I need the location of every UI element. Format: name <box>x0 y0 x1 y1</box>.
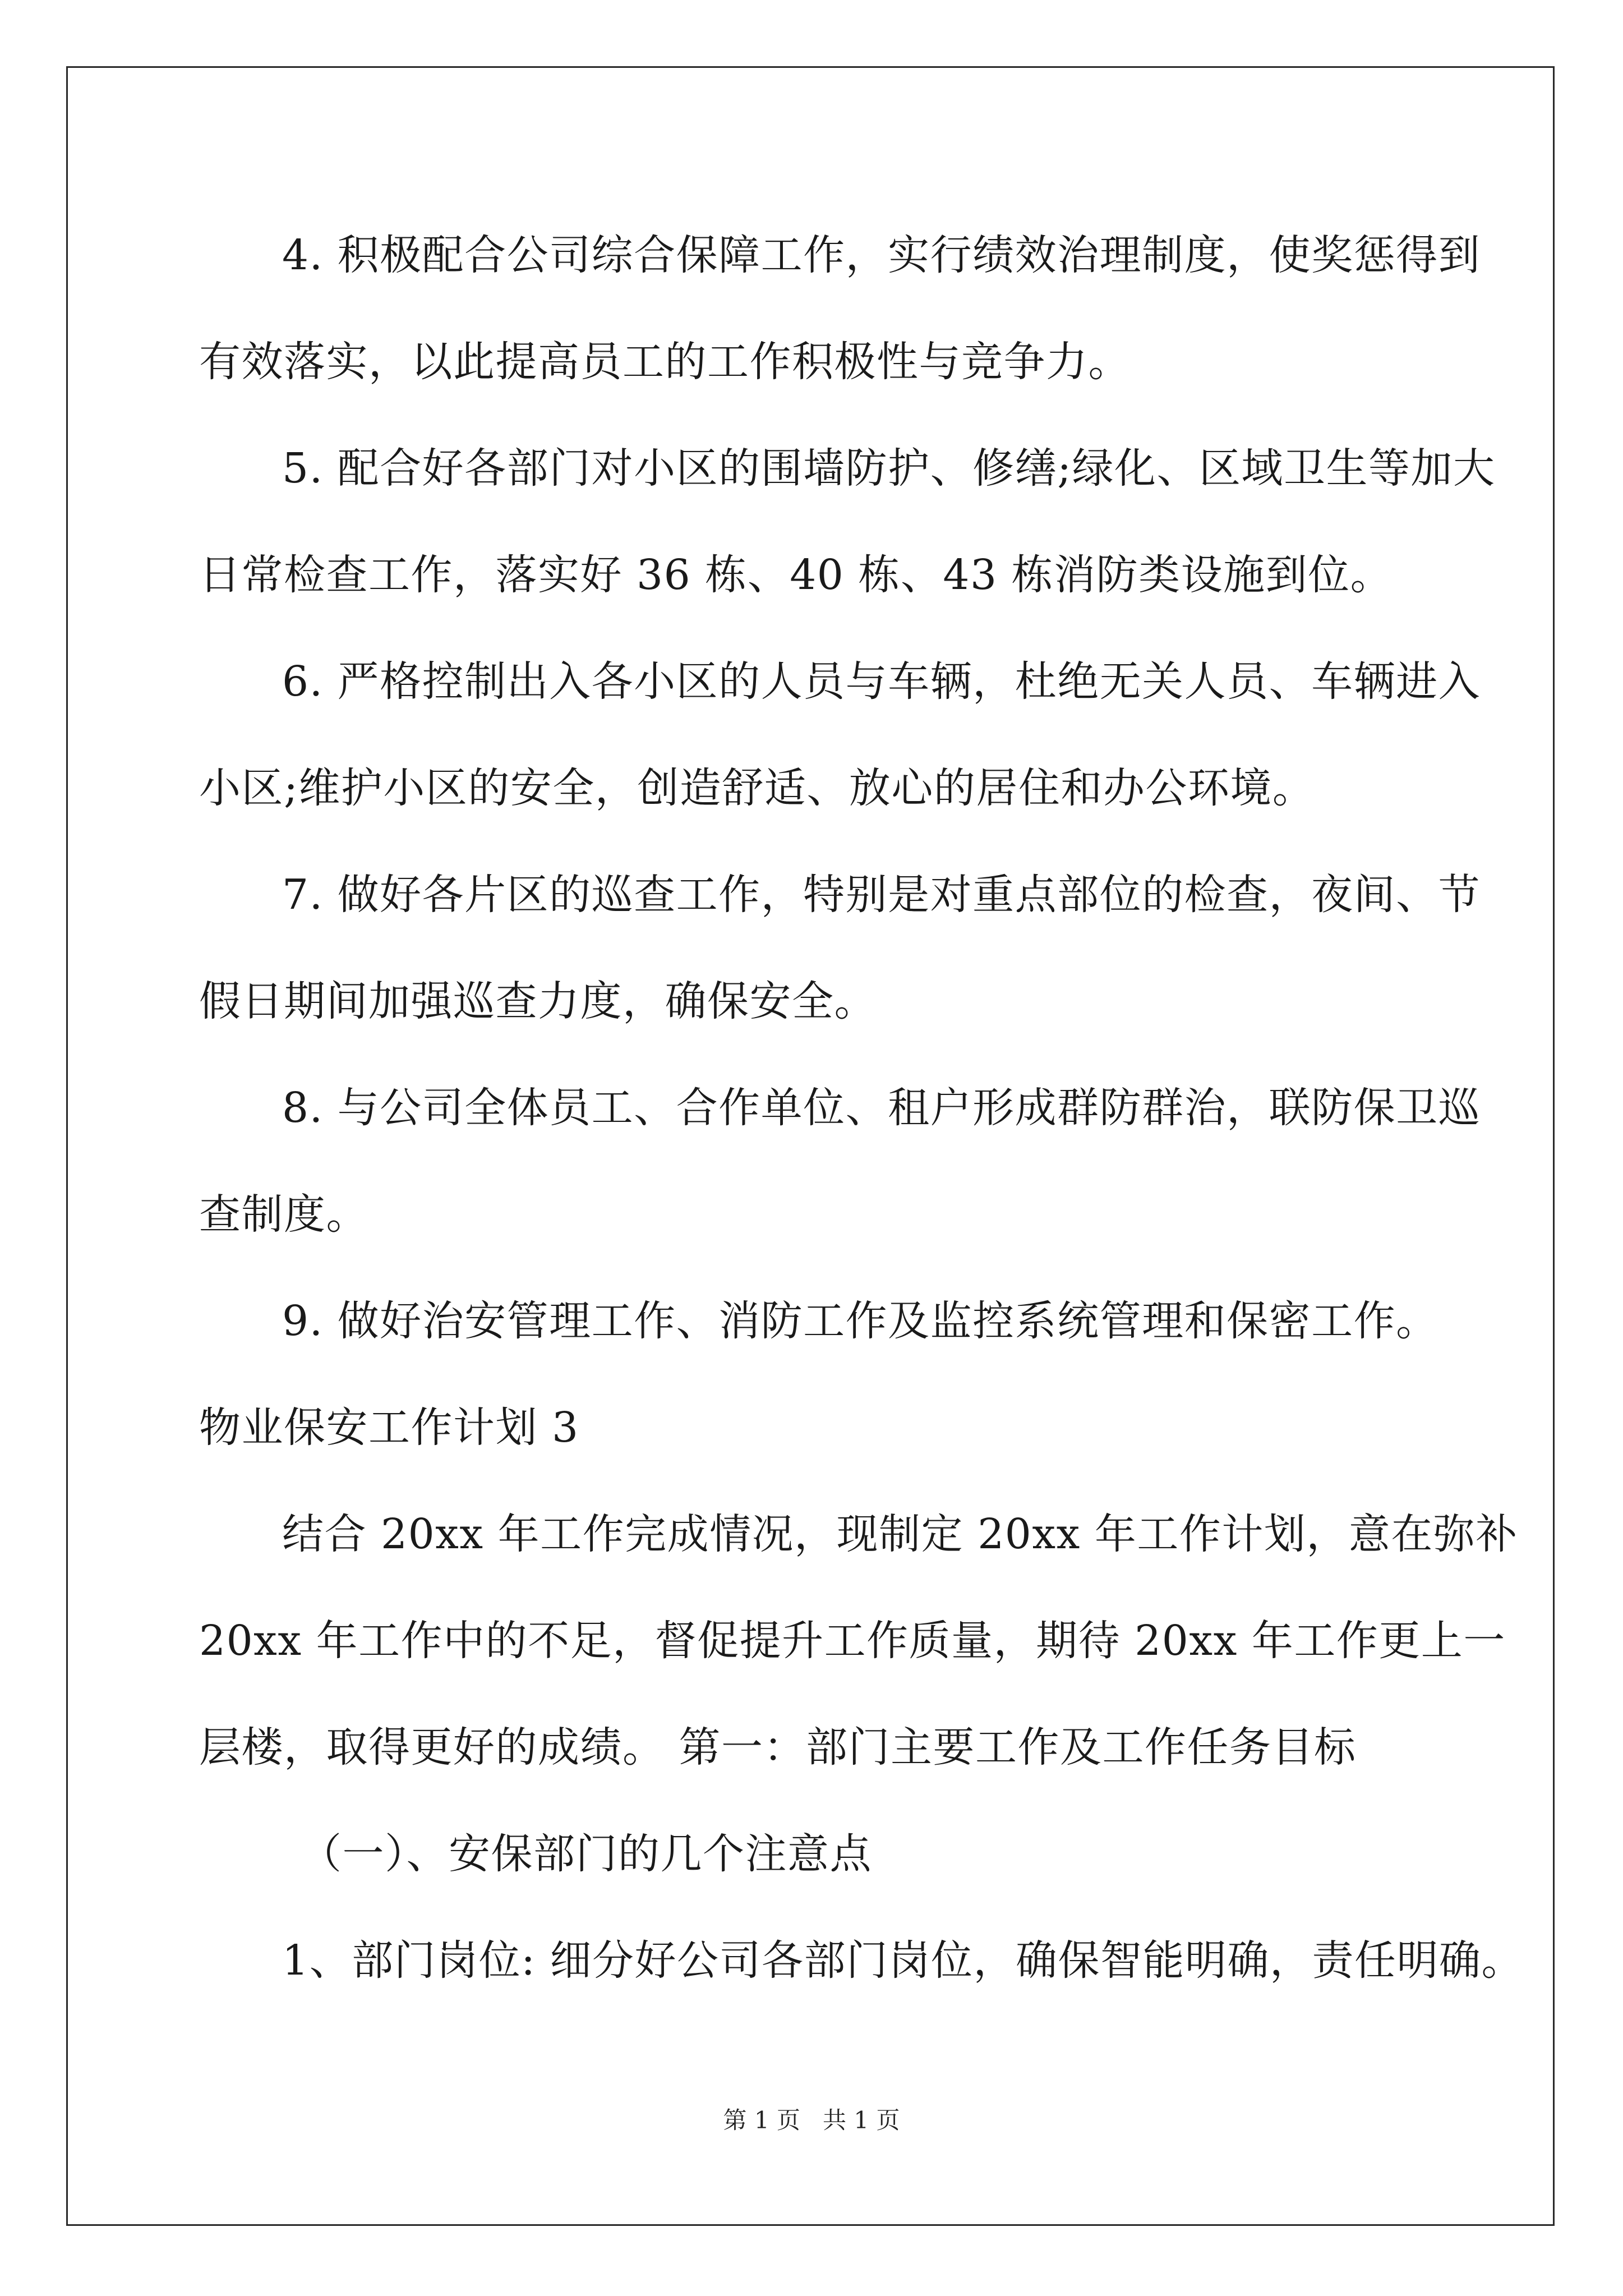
paragraph-item-9: 9. 做好治安管理工作、消防工作及监控系统管理和保密工作。 <box>282 1297 1438 1345</box>
intro-paragraph-line-2: 20xx 年工作中的不足，督促提升工作质量，期待 20xx 年工作更上一 <box>199 1617 1506 1665</box>
paragraph-item-4-line-2: 有效落实，以此提高员工的工作积极性与竞争力。 <box>199 338 1131 386</box>
paragraph-item-8-line-2: 查制度。 <box>199 1190 368 1239</box>
paragraph-item-6-line-2: 小区;维护小区的安全，创造舒适、放心的居住和办公环境。 <box>199 764 1315 812</box>
paragraph-item-7-line-1: 7. 做好各片区的巡查工作，特别是对重点部位的检查，夜间、节 <box>282 871 1481 919</box>
paragraph-item-5-line-1: 5. 配合好各部门对小区的围墙防护、修缮;绿化、区域卫生等加大 <box>282 444 1496 493</box>
list-item-department-posts: 1、部门岗位: 细分好公司各部门岗位，确保智能明确，责任明确。 <box>282 1936 1524 1985</box>
page-number: 第 1 页 共 1 页 <box>723 2106 900 2134</box>
subsection-heading: （一）、安保部门的几个注意点 <box>300 1830 872 1878</box>
document-body <box>199 202 1524 2014</box>
intro-paragraph-line-1: 结合 20xx 年工作完成情况，现制定 20xx 年工作计划，意在弥补 <box>282 1510 1518 1558</box>
paragraph-item-7-line-2: 假日期间加强巡查力度，确保安全。 <box>199 977 877 1025</box>
paragraph-item-5-line-2: 日常检查工作，落实好 36 栋、40 栋、43 栋消防类设施到位。 <box>199 551 1393 599</box>
paragraph-item-6-line-1: 6. 严格控制出入各小区的人员与车辆，杜绝无关人员、车辆进入 <box>282 657 1481 706</box>
intro-paragraph-line-3: 层楼，取得更好的成绩。 第一：部门主要工作及工作任务目标 <box>199 1723 1357 1772</box>
section-heading: 物业保安工作计划 3 <box>199 1404 579 1452</box>
paragraph-item-8-line-1: 8. 与公司全体员工、合作单位、租户形成群防群治，联防保卫巡 <box>282 1084 1481 1132</box>
paragraph-item-4-line-1: 4. 积极配合公司综合保障工作，实行绩效治理制度，使奖惩得到 <box>282 231 1481 279</box>
